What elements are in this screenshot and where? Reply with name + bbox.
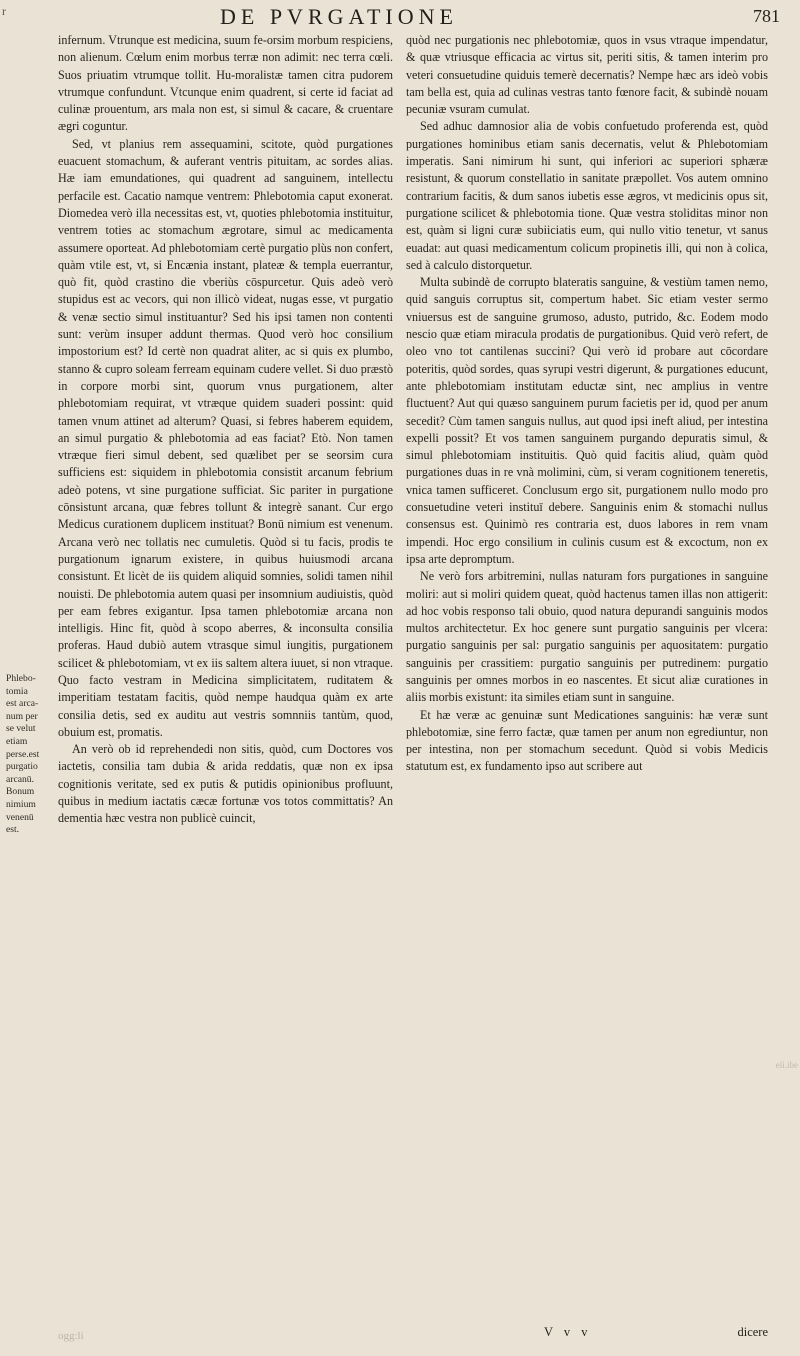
margin-note-line: nimium bbox=[6, 798, 36, 810]
catchword-line bbox=[406, 1325, 768, 1343]
margin-note-line: num per bbox=[6, 710, 38, 722]
signature-mark: V v v bbox=[544, 1325, 592, 1339]
paragraph: Sed, vt planius rem assequamini, scitote, quòd purgationes euacuent stomachum, & auferant ventris pituitam, ac sordes alias. Hæ iam emundationes, qui quadrent ad sanguinem, intellectu perfacile est. Cacatio namque ventrem: Phlebotomia caput exonerat. Diomedea verò illa necessitas est, vt, quoties phlebotomia instituitur, ventrem toties ac stomachum ægrotare, simul ac medicamenta assumere oporteat. Ad phlebotomiam certè purgatio plùs non confert, quàm vtile est, vt, si Encænia instant, plateæ & templa euerrantur, quò fit, quòd crastino die vberiùs cōspurcetur. Quis adeò verò stupidus est ac vecors, qui non illicò videat, nugas esse, vt purgatio & venæ sectio simul instituantur? Sed his ipsi tamen non contenti sunt: verùm insuper addunt thermas. Quod verò hoc consilium impostorium est? Id certè non quadrat aliter, ac si quis ex plumbo, stanno & cupro soleam ferream equinam cudere vellet. Si duo præstò in corpore morbi sint, quorum vnus purgationem, alter phlebotomiam requirat, vt vtræque quidem suaderi possint: quid tamen vnum attinet ad alterum? Quasi, si febres haberem equidem, an simul purgatio & phlebotomia ad eas faciat? Etò. Non tamen vtræque fieri simul debent, sed quælibet per se seorsim cura sufficiens est: siquidem in phlebotomia consistit arcanum febrium adeò potens, vt sine purgatione sufficiat. Sic pariter in purgatione cōnsistunt arcana, quæ febres tollunt & integrè sanant. Cur ergo Medicus curationem duplicem instituat? Bonū nimium est venenum. Arcana verò nec tollatis nec cumuletis. Quòd si tu facis, prodis te purgationum ignarum existere, in quibus huiusmodi arcana consistunt. Et licèt de iis quidem aliquid somnies, solidi tamen nihil nouisti. De phlebotomia autem quasi per insomnium audiuistis, quòd per eam febres exigantur. Ipsa tamen phlebotomiæ arcana non intelligis. Hinc fit, quòd à scopo aberres, & inconsulta consilia proferas. Haud dubiò autem vtrasque simul iungitis, purgationem scilicet & phlebotomiam, vt ex iis saltem altera iuuet, si non vtraque. Quo facto vestram in Medicina simplicitatem, ruditatem & imperitiam testatam facitis, quòd nempe haudqua quàm ex arte consilia detis, sed ex auditu aut vestris somnniis tantùm, quod, obuium est, promatis. bbox=[58, 136, 393, 739]
page-number: 781 bbox=[753, 6, 780, 26]
corner-mark: r bbox=[2, 4, 6, 18]
margin-note-line: se velut bbox=[6, 723, 36, 735]
margin-stain-text: eli.ibe bbox=[775, 1060, 798, 1070]
paragraph: An verò ob id reprehendedi non sitis, quòd, cum Doctores vos iactetis, consilia tam dubia & arida reddatis, quæ non ex ipsa cognitionis veritate, sed ex putis & putidis opinionibus profluunt, quibus in medium iactatis cæcæ fortunæ vos totos committatis? An dementia hæc vestra non publicè cuincit, bbox=[58, 742, 393, 826]
left-column bbox=[58, 32, 393, 1322]
margin-note-line: purgatio bbox=[6, 761, 38, 773]
paragraph: Ne verò fors arbitremini, nullas naturam fors purgationes in sanguine moliri: aut si moliri quidem queat, quòd hactenus tamen illas non attigerit: ad hoc vobis responso tali obuio, quod natura depurandi sanguinis modos multos architectetur. Ex hoc genere sunt purgatio sanguinis per vlcera: purgatio sanguinis per sal: purgatio sanguinis per aquositatem: purgatio sanguinis per crassitiem: purgatio sanguinis per putredinem: purgatio sanguinis per omnes morbos in eo nascentes. Et sicut aliæ curationes in aliis morbis existunt: ita similes etiam sunt in sanguine. bbox=[406, 569, 768, 705]
paragraph: infernum. Vtrunque est medicina, suum fe-orsim morbum respiciens, non alienum. Cœlum enim morbus terræ non adimit: nec terra cœli. Suos priuatim vtrumque tollit. Hu-moralistæ tamen citra pudorem vtrumque confundunt. Vtcunque enim quadrent, si certe id faciat ad culinæ prouentum, ars mala non est, si simul & cacare, & cruentare ægri coguntur. bbox=[58, 33, 393, 134]
margin-note bbox=[6, 673, 54, 837]
running-head: DE PVRGATIONE bbox=[220, 4, 458, 29]
right-column bbox=[406, 32, 768, 1322]
margin-note-line: etiam bbox=[6, 735, 28, 747]
margin-note-line: Phlebo- bbox=[6, 673, 36, 684]
margin-note-line: arcanū. bbox=[6, 773, 34, 785]
catchword: dicere bbox=[737, 1325, 768, 1339]
margin-note-line: est. bbox=[6, 824, 20, 836]
page-header bbox=[220, 4, 780, 32]
paragraph: Et hæ veræ ac genuinæ sunt Medicationes sanguinis: hæ veræ sunt phlebotomiæ, sine ferro factæ, quæ tamen per anum non egrediuntur, non per intestina, non per stomachum secedunt. Quòd si vobis Medicis statutum est, ex fundamento ipso aut scribere aut bbox=[406, 707, 768, 774]
bleed-through-text: ogg:li bbox=[58, 1330, 84, 1342]
margin-note-line: perse.est bbox=[6, 748, 40, 760]
margin-note-line: venenū bbox=[6, 811, 34, 823]
paragraph: quòd nec purgationis nec phlebotomiæ, quos in vsus vtraque impendatur, & quæ vtriusque efficacia ac virtus sit, periti sitis, & tamen interim pro veteri consuetudine quiduis temerè decernatis? Nempe hæc ars ideò vobis tam bella est, quia ad culinas vestras tanto fœnore facit, & subindè nouam pecuniæ vsuram cumulat. bbox=[406, 33, 768, 117]
margin-note-line: Bonum bbox=[6, 786, 35, 798]
paragraph: Sed adhuc damnosior alia de vobis confuetudo proferenda est, quòd purgationes hominibus etiam sanis decernatis, velut & Phlebotomiam imperatis. Sani nimirum hi sunt, qui inferiori ac superiori sphæræ resistunt, & quorum constellatio in sanitate præpollet. Vos autem omnino contrarium facitis, & dum sanos iubetis esse ægros, vt medicinis opus sit, purgatione scilicet & phlebotomia tione. Quæ vestra stoliditas minor non est, quàm si ligni curæ subiiciatis eum, qui nullo vitio tenetur, vt sanus euadat: aut quasi medicamentum colicum propinetis illi, qui non à colica, sed à calculo distorquetur. bbox=[406, 119, 768, 272]
margin-note-line: tomia bbox=[6, 685, 28, 697]
paragraph: Multa subindè de corrupto blateratis sanguine, & vestiùm tamen nemo, quid sanguis corruptus sit, compertum habet. Sic etiam vester sermo vniuersus est de sanguine grumoso, adusto, putrido, &c. Eodem modo nescio quæ etiam miracula prodatis de purgationibus. Quid verò refert, de oleo vno tot cantilenas succini? Qui verò id probare aut cōcordare poteritis, quòd sordes, quas syrupi vestri digerunt, & purgationes educunt, ante phlebotomiam institutam eductæ sint, nec amplius in ventre fluctuent? Aut qui quæso sanguinem purum facietis per id, quod per anum secedit? Cùm tamen sanguis nullus, aut quod ipsi ineft aliud, per intestina expelli possit? Et vos tamen sanguinem purgando depuratis simul, & simul phlebotomiam instituitis. Quò quid facitis aliud, quàm quòd purgationes duas in re vnà molimini, cùm, si veram cognitionem teneretis, vnica tamen sufficeret. Conclusum ergo sit, purgationem nullo modo pro consuetudine veteri instituī debere. Sanguinis enim & stomachi nullus consensus est. Quinimò res contraria est, duos labores in rem vnam impendi. Hoc ergo consilium in culinis cusum est & excoctum, non ex ipsa arte depromptum. bbox=[406, 275, 768, 566]
margin-note-line: est arca- bbox=[6, 698, 39, 710]
